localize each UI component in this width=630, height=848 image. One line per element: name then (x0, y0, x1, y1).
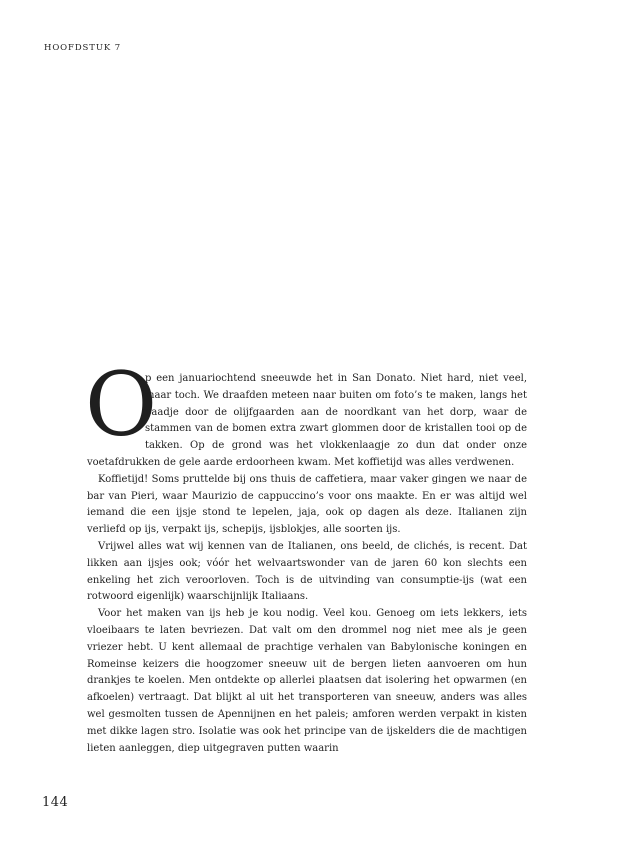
page-number: 144 (42, 795, 69, 810)
paragraph-3: Vrijwel alles wat wij kennen van de Italianen, ons beeld, de clichés, is recent. Dat likken aan ijsjes ook; vóór het welvaartswonder van de jaren 60 kon slechts een enkeling het zich veroorloven. Toch is de uitvinding van consumptie-ijs (wat een rotwoord eigenlijk) waarschijnlijk Italiaans. (87, 540, 527, 603)
paragraph-1-text: p een januariochtend sneeuwde het in San Donato. Niet hard, niet veel, maar toch. We draafden meteen naar buiten om foto’s te maken, langs het paadje door de olijfgaarden aan de noordkant van het dorp, waar de stammen van de bomen extra zwart glommen door de kristallen tooi op de takken. Op de grond was het vlokkenlaagje zo dun dat onder onze voetafdrukken de gele aarde erdoorheen kwam. Met koffietijd was alles verdwenen. (87, 373, 527, 468)
paragraph-2: Koffietijd! Soms pruttelde bij ons thuis de caffetiera, maar vaker gingen we naar de bar van Pieri, waar Maurizio de cappuccino’s voor ons maakte. En er was altijd wel iemand die een ijsje stond te lepelen, jaja, ook op dagen als deze. Italianen zijn verliefd op ijs, verpakt ijs, schepijs, ijsblokjes, alle soorten ijs. (87, 473, 527, 536)
drop-cap: O (85, 353, 158, 456)
paragraph-4: Voor het maken van ijs heb je kou nodig. Veel kou. Genoeg om iets lekkers, iets vloeibaars te laten bevriezen. Dat valt om den drommel nog niet mee als je geen vriezer hebt. U kent allemaal de prachtige verhalen van Babylonische koningen en Romeinse keizers die hoogzomer sneeuw uit de bergen lieten aanvoeren om hun drankjes te koelen. Men ontdekte op allerlei plaatsen dat isolering het opwarmen (en afkoelen) vertraagt. Dat blijkt al uit het transporteren van sneeuw, anders was alles wel gesmolten tussen de Apennijnen en het paleis; amforen werden verpakt in kisten met dikke lagen stro. Isolatie was ook het principe van de ijskelders die de machtigen lieten aanleggen, diep uitgegraven putten waarin (87, 608, 527, 754)
running-head: HOOFDSTUK 7 (44, 43, 122, 53)
chapter-body (85, 353, 527, 757)
paragraph-1 (85, 353, 527, 472)
